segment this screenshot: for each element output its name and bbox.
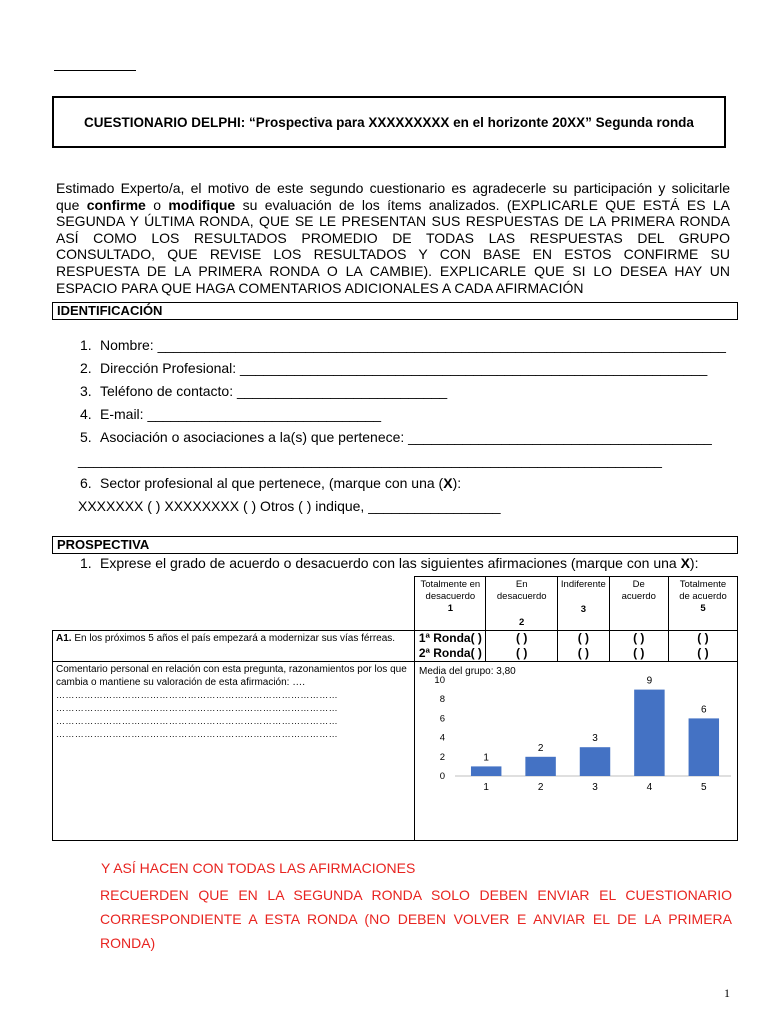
ronda-labels <box>415 631 486 662</box>
checkbox-mark[interactable]: ( ) <box>697 631 709 645</box>
item-label: Teléfono de contacto: ___________________________ <box>100 383 448 399</box>
intro-line: CONSULTADO, QUE REVISE LOS RESULTADOS Y CON BASE EN ESTOS CONFIRME SU <box>56 246 730 263</box>
mark-cell-5[interactable] <box>668 631 737 662</box>
question-text: ): <box>689 555 699 571</box>
bar <box>635 690 665 776</box>
title-text: CUESTIONARIO DELPHI: “Prospectiva para XXXXXXXXX en el horizonte 20XX” Segunda ronda <box>84 114 694 130</box>
document-title <box>52 96 726 148</box>
item-label: Sector profesional al que pertenece, (marque con una ( <box>100 475 444 491</box>
y-tick-label: 6 <box>440 713 446 725</box>
item-label: E-mail: ______________________________ <box>100 406 382 422</box>
bar-data-label: 6 <box>701 704 708 716</box>
y-tick-label: 0 <box>440 771 446 782</box>
scale-header-2 <box>486 577 558 631</box>
item-number: 1. <box>80 555 92 571</box>
item-number: 3. <box>80 383 92 399</box>
red-note-block <box>100 883 732 955</box>
field-nombre[interactable] <box>80 337 726 353</box>
bar <box>471 766 501 776</box>
ronda-1-label: 1ª Ronda( ) <box>418 631 482 645</box>
section-heading: PROSPECTIVA <box>57 537 150 552</box>
scale-number: 2 <box>519 617 525 628</box>
question-text: Exprese el grado de acuerdo o desacuerdo con las siguientes afirmaciones (marque con una <box>100 555 681 571</box>
mark-cell-2[interactable] <box>486 631 558 662</box>
checkbox-mark[interactable]: ( ) <box>633 631 645 645</box>
intro-line: Estimado Experto/a, el motivo de este segundo cuestionario es agradecerle su participación y solicitarle <box>56 180 730 196</box>
intro-line: ASÍ COMO LOS RESULTADOS PROMEDIO DE TODAS LAS RESPUESTAS DEL GRUPO <box>56 229 730 246</box>
checkbox-mark[interactable]: ( ) <box>697 646 709 660</box>
statement-code: A1. <box>56 633 72 644</box>
mark-cell-4[interactable] <box>609 631 668 662</box>
comment-cell[interactable] <box>53 662 415 841</box>
intro-bold-confirme: confirme <box>86 196 146 213</box>
item-number: 2. <box>80 360 92 376</box>
x-tick-label: 5 <box>701 782 708 793</box>
scale-number: 5 <box>700 603 706 614</box>
intro-text: su evaluación de los ítems analizados. (EXPLICARLE QUE ESTÁ ES LA <box>235 196 730 213</box>
scale-label: En desacuerdo <box>496 579 547 602</box>
field-asociacion-continuation[interactable] <box>78 452 662 468</box>
item-label: Dirección Profesional: ____________________________________________________________ <box>100 360 708 376</box>
question-1 <box>80 555 698 571</box>
item-number: 5. <box>80 429 92 445</box>
y-tick-label: 10 <box>434 675 446 686</box>
chart-cell <box>415 662 738 841</box>
intro-paragraph <box>56 180 730 296</box>
scale-header-1 <box>415 577 486 631</box>
scale-header-5 <box>668 577 737 631</box>
comment-dots: ……………………………………………………………………………… <box>56 729 338 739</box>
ronda-2-label: 2ª Ronda( ) <box>418 646 482 660</box>
checkbox-mark[interactable]: ( ) <box>577 631 590 645</box>
checkbox-mark[interactable]: ( ) <box>633 646 645 660</box>
x-tick-label: 4 <box>647 782 653 793</box>
red-note-line: RONDA) <box>100 935 156 951</box>
section-heading: IDENTIFICACIÓN <box>57 303 163 318</box>
field-asociacion[interactable] <box>80 429 712 445</box>
checkbox-mark[interactable]: ( ) <box>516 646 528 660</box>
bar <box>526 757 556 776</box>
scale-label: De acuerdo <box>621 579 656 602</box>
section-identificacion <box>52 302 738 320</box>
scale-number: 3 <box>580 604 587 615</box>
bar-data-label: 3 <box>592 733 599 745</box>
chart-title: Media del grupo: 3,80 <box>419 666 517 677</box>
red-note-line: CORRESPONDIENTE A ESTA RONDA (NO DEBEN VOLVER E ANVIAR EL DE LA PRIMERA <box>100 911 732 927</box>
sector-options[interactable] <box>78 498 501 514</box>
intro-line <box>56 197 730 214</box>
red-note-line: RECUERDEN QUE EN LA SEGUNDA RONDA SOLO DEBEN ENVIAR EL CUESTIONARIO <box>100 887 732 903</box>
mark-cell-3[interactable] <box>558 631 609 662</box>
scale-label: Indiferente <box>560 579 606 590</box>
item-number: 1. <box>80 337 92 353</box>
statement-text: En los próximos 5 años el país empezará a modernizar sus vías férreas. <box>71 633 396 644</box>
bar <box>580 747 610 776</box>
item-number: 4. <box>80 406 92 422</box>
bar-data-label: 2 <box>538 742 544 754</box>
intro-line: RESPUESTA DE LA PRIMERA RONDA O LA CAMBIE). EXPLICARLE QUE SI LO DESEA HAY UN <box>56 262 730 279</box>
scale-header-3 <box>558 577 609 631</box>
sector-options-text: XXXXXXX ( ) XXXXXXXX ( ) Otros ( ) indique, _________________ <box>78 498 501 514</box>
field-telefono[interactable] <box>80 383 447 399</box>
item-number: 6. <box>80 475 92 491</box>
x-tick-label: 2 <box>538 782 544 793</box>
bar <box>689 718 719 776</box>
item-label: ___________________________________________________________________________ <box>78 452 662 468</box>
item-label: ): <box>452 475 462 491</box>
blank-line <box>54 56 136 71</box>
y-tick-label: 4 <box>440 732 446 744</box>
question-bold-x: X <box>680 555 690 571</box>
scale-label: Totalmente de acuerdo <box>679 579 727 602</box>
scale-number: 1 <box>447 603 454 614</box>
comment-dots: ……………………………………………………………………………… <box>56 716 338 726</box>
comment-label: Comentario personal en relación con esta pregunta, razonamientos por los que cambia o mantiene su valoración de esta afirmación: …. <box>56 664 407 688</box>
page-number: 1 <box>724 986 730 1000</box>
comment-dots: ……………………………………………………………………………… <box>56 703 338 713</box>
bar-chart <box>415 662 737 832</box>
y-tick-label: 8 <box>440 694 446 706</box>
section-prospectiva <box>52 536 738 554</box>
field-email[interactable] <box>80 406 381 422</box>
intro-line: SEGUNDA Y ÚLTIMA RONDA, QUE SE LE PRESENTAN SUS RESPUESTAS DE LA PRIMERA RONDA <box>56 213 730 230</box>
intro-line: ESPACIO PARA QUE HAGA COMENTARIOS ADICIONALES A CADA AFIRMACIÓN <box>56 279 584 296</box>
x-tick-label: 3 <box>592 782 599 793</box>
table-corner <box>53 577 415 631</box>
scale-label: Totalmente en desacuerdo <box>420 579 481 602</box>
comment-dots: ……………………………………………………………………………… <box>56 690 338 700</box>
scale-header-4 <box>609 577 668 631</box>
field-direccion[interactable] <box>80 360 707 376</box>
item-label: Nombre: _________________________________________________________________________ <box>100 337 726 353</box>
bar-data-label: 9 <box>647 675 653 687</box>
statement-a1 <box>53 631 415 662</box>
checkbox-mark[interactable]: ( ) <box>516 631 528 645</box>
intro-bold-modifique: modifique <box>168 196 236 213</box>
item-label: Asociación o asociaciones a la(s) que pertenece: _______________________________________ <box>100 429 712 445</box>
field-sector <box>80 475 461 491</box>
intro-text: o <box>145 196 169 213</box>
bar-data-label: 1 <box>483 752 490 764</box>
x-tick-label: 1 <box>483 782 490 793</box>
rating-table <box>52 576 738 841</box>
item-bold-x: X <box>443 475 453 491</box>
checkbox-mark[interactable]: ( ) <box>577 646 590 660</box>
y-tick-label: 2 <box>440 751 446 763</box>
intro-text: que <box>56 196 87 213</box>
red-note-1: Y ASÍ HACEN CON TODAS LAS AFIRMACIONES <box>101 860 416 876</box>
